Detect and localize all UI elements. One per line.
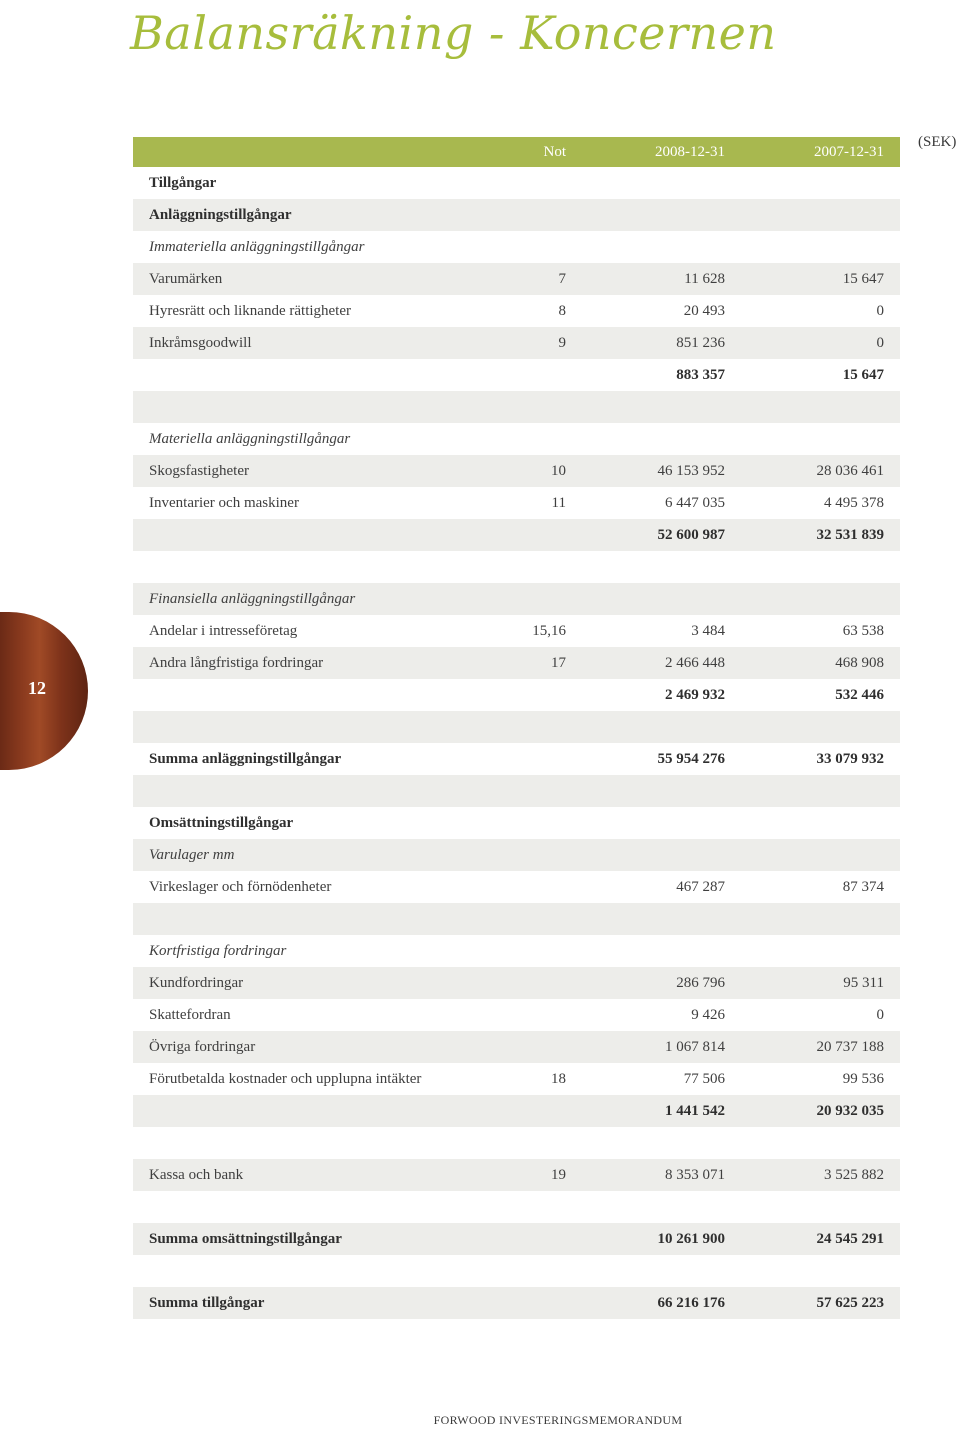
table-row bbox=[133, 423, 900, 455]
table-row bbox=[133, 327, 900, 359]
table-row bbox=[133, 1287, 900, 1319]
row-value-2007: 32 531 839 bbox=[816, 527, 884, 543]
currency-label: (SEK) bbox=[918, 134, 957, 150]
row-value-2007: 63 538 bbox=[842, 623, 884, 639]
row-label: Kundfordringar bbox=[149, 975, 244, 991]
table-row bbox=[133, 519, 900, 551]
row-value-2008: 8 353 071 bbox=[665, 1167, 725, 1183]
table-row bbox=[133, 1063, 900, 1095]
row-value-2008: 2 466 448 bbox=[665, 655, 725, 671]
row-label: Anläggningstillgångar bbox=[149, 207, 292, 223]
row-value-2008: 6 447 035 bbox=[665, 495, 725, 511]
row-value-2008: 46 153 952 bbox=[657, 463, 725, 479]
row-value-2007: 3 525 882 bbox=[824, 1167, 884, 1183]
row-value-2008: 9 426 bbox=[691, 1007, 725, 1023]
row-label: Förutbetalda kostnader och upplupna intäkter bbox=[149, 1071, 422, 1087]
row-value-2008: 10 261 900 bbox=[657, 1231, 725, 1247]
table-row bbox=[133, 1191, 900, 1223]
table-row bbox=[133, 839, 900, 871]
row-note: 17 bbox=[551, 655, 566, 671]
table-row bbox=[133, 903, 900, 935]
table-header-row bbox=[133, 137, 900, 167]
row-value-2008: 467 287 bbox=[676, 879, 725, 895]
row-note: 9 bbox=[558, 335, 566, 351]
table-row bbox=[133, 583, 900, 615]
header-2008: 2008-12-31 bbox=[655, 144, 725, 160]
row-label: Inventarier och maskiner bbox=[149, 495, 299, 511]
row-label: Varulager mm bbox=[149, 847, 235, 863]
row-note: 11 bbox=[551, 495, 566, 511]
row-label: Summa tillgångar bbox=[149, 1295, 265, 1311]
table-row bbox=[133, 935, 900, 967]
page-number-tab bbox=[0, 612, 88, 770]
table-row bbox=[133, 1031, 900, 1063]
row-value-2008: 1 067 814 bbox=[665, 1039, 725, 1055]
row-value-2007: 99 536 bbox=[842, 1071, 884, 1087]
row-label: Immateriella anläggningstillgångar bbox=[149, 239, 365, 255]
row-value-2008: 55 954 276 bbox=[657, 751, 725, 767]
row-value-2008: 52 600 987 bbox=[657, 527, 725, 543]
row-value-2007: 20 737 188 bbox=[816, 1039, 884, 1055]
table-row bbox=[133, 167, 900, 199]
row-value-2008: 1 441 542 bbox=[665, 1103, 725, 1119]
page-title: Balansräkning - Koncernen bbox=[130, 6, 777, 60]
table-row bbox=[133, 551, 900, 583]
table-row bbox=[133, 487, 900, 519]
row-value-2007: 87 374 bbox=[842, 879, 884, 895]
table-row bbox=[133, 455, 900, 487]
row-label: Virkeslager och förnödenheter bbox=[149, 879, 332, 895]
row-value-2007: 0 bbox=[876, 303, 884, 319]
table-body bbox=[133, 167, 900, 1319]
row-value-2007: 33 079 932 bbox=[816, 751, 884, 767]
row-label: Skattefordran bbox=[149, 1007, 231, 1023]
row-label: Kassa och bank bbox=[149, 1167, 244, 1183]
row-label: Omsättningstillgångar bbox=[149, 815, 294, 831]
row-value-2007: 532 446 bbox=[835, 687, 884, 703]
row-label: Kortfristiga fordringar bbox=[149, 943, 287, 959]
row-value-2008: 286 796 bbox=[676, 975, 725, 991]
row-value-2007: 0 bbox=[876, 335, 884, 351]
row-value-2007: 468 908 bbox=[835, 655, 884, 671]
table-row bbox=[133, 1255, 900, 1287]
table-row bbox=[133, 871, 900, 903]
table-row bbox=[133, 231, 900, 263]
row-label: Övriga fordringar bbox=[149, 1039, 256, 1055]
table-row bbox=[133, 359, 900, 391]
row-value-2007: 15 647 bbox=[842, 367, 884, 383]
row-note: 18 bbox=[551, 1071, 566, 1087]
row-label: Skogsfastigheter bbox=[149, 463, 249, 479]
table-row bbox=[133, 1127, 900, 1159]
row-value-2008: 77 506 bbox=[683, 1071, 725, 1087]
row-label: Summa anläggningstillgångar bbox=[149, 751, 342, 767]
row-note: 8 bbox=[558, 303, 566, 319]
row-value-2007: 0 bbox=[876, 1007, 884, 1023]
row-label: Varumärken bbox=[149, 271, 223, 287]
row-label: Summa omsättningstillgångar bbox=[149, 1231, 342, 1247]
table-row bbox=[133, 775, 900, 807]
table-row bbox=[133, 1159, 900, 1191]
row-label: Hyresrätt och liknande rättigheter bbox=[149, 303, 352, 319]
row-value-2008: 20 493 bbox=[683, 303, 725, 319]
table-row bbox=[133, 967, 900, 999]
row-value-2008: 883 357 bbox=[676, 367, 725, 383]
row-value-2008: 851 236 bbox=[676, 335, 725, 351]
row-label: Andelar i intresseföretag bbox=[149, 623, 298, 639]
table-row bbox=[133, 391, 900, 423]
table-row bbox=[133, 807, 900, 839]
header-not: Not bbox=[543, 144, 566, 160]
row-value-2007: 28 036 461 bbox=[816, 463, 884, 479]
row-label: Andra långfristiga fordringar bbox=[149, 655, 324, 671]
row-note: 19 bbox=[551, 1167, 566, 1183]
row-value-2008: 2 469 932 bbox=[665, 687, 725, 703]
page-number: 12 bbox=[28, 678, 46, 698]
table-row bbox=[133, 615, 900, 647]
row-value-2007: 57 625 223 bbox=[816, 1295, 884, 1311]
row-value-2007: 95 311 bbox=[843, 975, 884, 991]
table-row bbox=[133, 199, 900, 231]
table-row bbox=[133, 679, 900, 711]
row-value-2007: 20 932 035 bbox=[816, 1103, 884, 1119]
row-value-2008: 66 216 176 bbox=[657, 1295, 725, 1311]
table-row bbox=[133, 743, 900, 775]
header-2007: 2007-12-31 bbox=[814, 144, 884, 160]
table-row bbox=[133, 295, 900, 327]
row-value-2007: 24 545 291 bbox=[816, 1231, 884, 1247]
row-note: 7 bbox=[558, 271, 566, 287]
row-value-2008: 11 628 bbox=[684, 271, 725, 287]
table-row bbox=[133, 711, 900, 743]
row-label: Finansiella anläggningstillgångar bbox=[149, 591, 356, 607]
row-note: 15,16 bbox=[532, 623, 566, 639]
table-row bbox=[133, 999, 900, 1031]
row-label: Materiella anläggningstillgångar bbox=[149, 431, 351, 447]
row-label: Inkråmsgoodwill bbox=[149, 335, 252, 351]
row-value-2007: 15 647 bbox=[842, 271, 884, 287]
balance-sheet-table bbox=[133, 137, 900, 1319]
footer-text: FORWOOD INVESTERINGSMEMORANDUM bbox=[433, 1413, 683, 1427]
table-row bbox=[133, 647, 900, 679]
table-row bbox=[133, 1095, 900, 1127]
row-note: 10 bbox=[551, 463, 566, 479]
row-value-2007: 4 495 378 bbox=[824, 495, 884, 511]
row-label: Tillgångar bbox=[149, 175, 217, 191]
table-row bbox=[133, 263, 900, 295]
row-value-2008: 3 484 bbox=[691, 623, 725, 639]
table-row bbox=[133, 1223, 900, 1255]
